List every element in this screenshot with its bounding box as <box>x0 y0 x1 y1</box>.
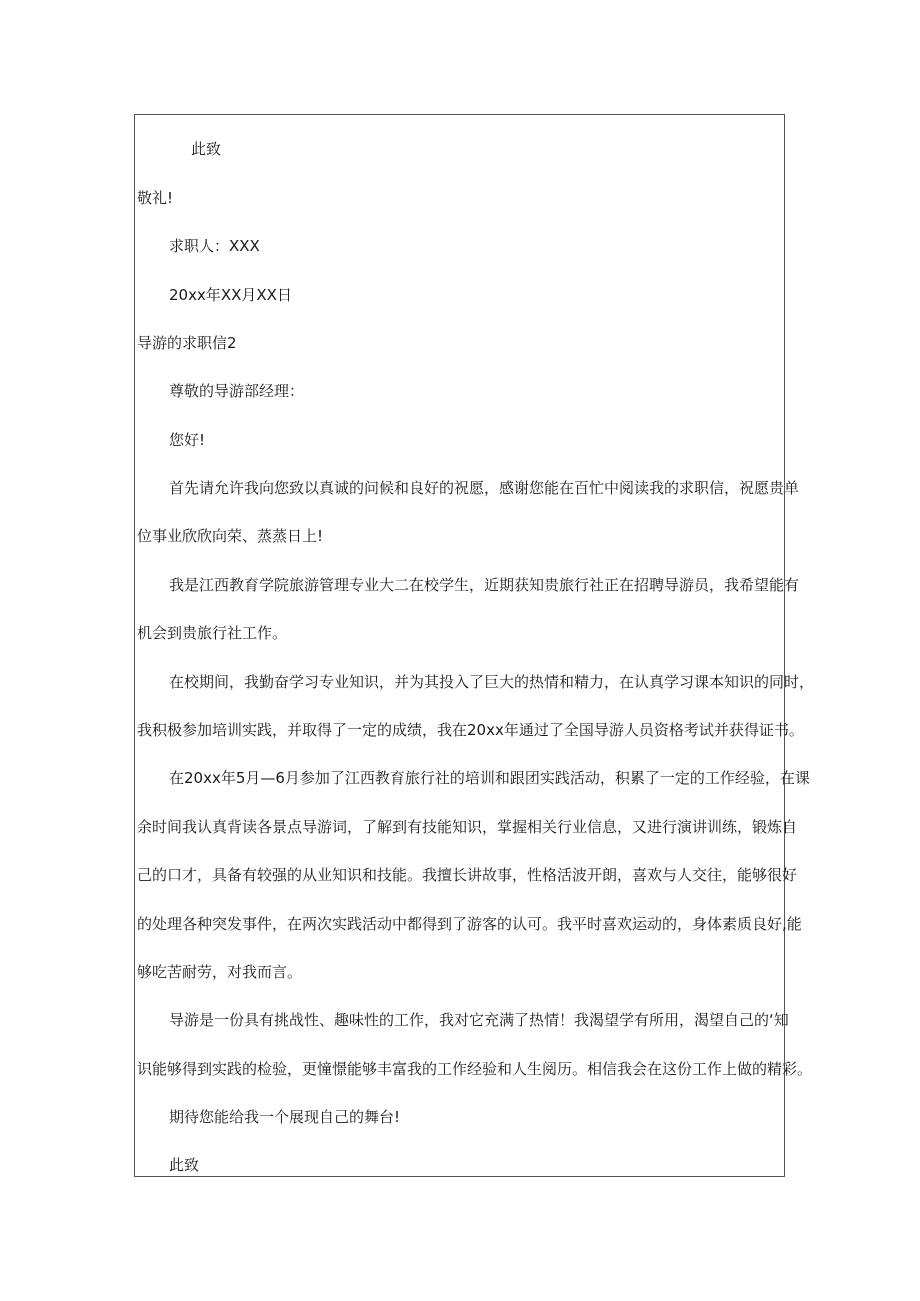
paragraph-line: 位事业欣欣向荣、蒸蒸日上! <box>137 527 324 545</box>
paragraph-line: 在校期间，我勤奋学习专业知识，并为其投入了巨大的热情和精力，在认真学习课本知识的同时， <box>169 673 815 691</box>
closing-line-1: 此致 <box>191 140 222 158</box>
paragraph-line: 机会到贵旅行社工作。 <box>137 624 288 642</box>
salute-line-1: 敬礼! <box>137 189 174 207</box>
hope-line: 期待您能给我一个展现自己的舞台! <box>169 1108 401 1126</box>
paragraph-line: 我积极参加培训实践，并取得了一定的成绩，我在20xx年通过了全国导游人员资格考试并获得证书。 <box>137 721 804 739</box>
greeting-hello: 您好! <box>169 431 206 449</box>
document-page <box>134 114 815 1177</box>
paragraph-line: 在20xx年5月—6月参加了江西教育旅行社的培训和跟团实践活动，积累了一定的工作经验，在课 <box>169 769 810 787</box>
paragraph-line: 我是江西教育学院旅游管理专业大二在校学生，近期获知贵旅行社正在招聘导游员，我希望能有 <box>169 576 800 594</box>
paragraph-line: 的处理各种突发事件，在两次实践活动中都得到了游客的认可。我平时喜欢运动的，身体素质良好,能 <box>137 915 802 933</box>
paragraph-line: 余时间我认真背读各景点导游词，了解到有技能知识，掌握相关行业信息，又进行演讲训练，锻炼自 <box>137 818 798 836</box>
paragraph-line: 够吃苦耐劳，对我而言。 <box>137 963 303 981</box>
paragraph-line: 首先请允许我向您致以真诚的问候和良好的祝愿，感谢您能在百忙中阅读我的求职信，祝愿贵单 <box>169 479 800 497</box>
applicant-line: 求职人：XXX <box>169 237 260 255</box>
paragraph-line: 导游是一份具有挑战性、趣味性的工作，我对它充满了热情！我渴望学有所用，渴望自己的‘知 <box>169 1011 789 1029</box>
closing-line-2: 此致 <box>169 1156 200 1174</box>
section-heading: 导游的求职信2 <box>137 334 237 352</box>
paragraph-line: 己的口才，具备有较强的从业知识和技能。我擅长讲故事，性格活波开朗，喜欢与人交往，能够很好 <box>137 866 798 884</box>
date-line: 20xx年XX月XX日 <box>169 286 292 304</box>
paragraph-line: 识能够得到实践的检验，更憧憬能够丰富我的工作经验和人生阅历。相信我会在这份工作上做的精彩。 <box>137 1060 813 1078</box>
greeting-recipient: 尊敬的导游部经理： <box>169 382 305 400</box>
